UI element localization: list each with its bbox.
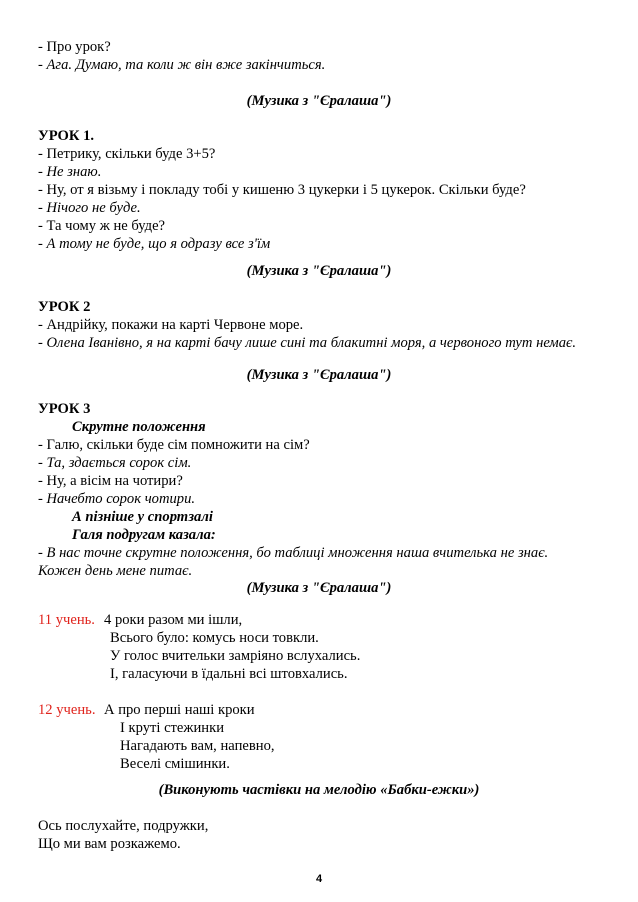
dialogue-line: - Олена Іванівно, я на карті бачу лише сині та блакитні моря, а червоного тут немає. [38,335,577,351]
dialogue-line: - Ну, от я візьму і покладу тобі у кишеню 3 цукерки і 5 цукерок. Скільки буде? [38,182,526,198]
student-12-label: 12 учень. [38,702,96,718]
verse-line: Що ми вам розкажемо. [38,836,181,852]
poem-line: І, галасуючи в їдальні всі штовхались. [110,666,348,682]
dialogue-line: - Та чому ж не буде? [38,218,166,234]
dialogue-line: - А тому не буде, що я одразу все з'їм [38,236,271,252]
lesson-1-heading: УРОК 1. [38,128,95,144]
music-cue: (Музика з "Єралаша") [246,93,392,109]
music-cue: (Музика з "Єралаша") [246,580,392,596]
chastivky-cue: (Виконують частівки на мелодію «Бабки-ежки») [158,782,480,798]
poem-line: У голос вчительки замріяно вслухались. [110,648,361,664]
dialogue-line: - Галю, скільки буде сім помножити на сім? [38,437,310,453]
dialogue-line: - Начебто сорок чотири. [38,491,196,507]
dialogue-line: Кожен день мене питає. [38,563,193,579]
dialogue-line: - Андрійку, покажи на карті Червоне море. [38,317,304,333]
lesson-3-subtitle: Скрутне положення [72,419,206,435]
lesson-2-heading: УРОК 2 [38,299,91,315]
dialogue-line: - Не знаю. [38,164,102,180]
poem-line: Всього було: комусь носи товкли. [110,630,319,646]
music-cue: (Музика з "Єралаша") [246,367,392,383]
verse-line: Ось послухайте, подружки, [38,818,209,834]
student-11-label: 11 учень. [38,612,95,628]
dialogue-line: - Петрику, скільки буде 3+5? [38,146,216,162]
poem-line: Веселі смішинки. [120,756,230,772]
dialogue-line: - Та, здається сорок сім. [38,455,192,471]
poem-line: А про перші наші кроки [104,702,255,718]
poem-line: 4 роки разом ми ішли, [104,612,243,628]
poem-line: Нагадають вам, напевно, [120,738,275,754]
music-cue: (Музика з "Єралаша") [246,263,392,279]
dialogue-line: - Про урок? [38,39,111,55]
lesson-3-heading: УРОК 3 [38,401,91,417]
dialogue-line: - Ага. Думаю, та коли ж він вже закінчиться. [38,57,326,73]
dialogue-line: - Ну, а вісім на чотири? [38,473,183,489]
dialogue-line: - В нас точне скрутне положення, бо таблиці множення наша вчителька не знає. [38,545,549,561]
page-number: 4 [315,873,323,885]
lesson-3-subtitle: А пізніше у спортзалі [72,509,213,525]
dialogue-line: - Нічого не буде. [38,200,141,216]
lesson-3-subtitle: Галя подругам казала: [72,527,216,543]
poem-line: І круті стежинки [120,720,225,736]
